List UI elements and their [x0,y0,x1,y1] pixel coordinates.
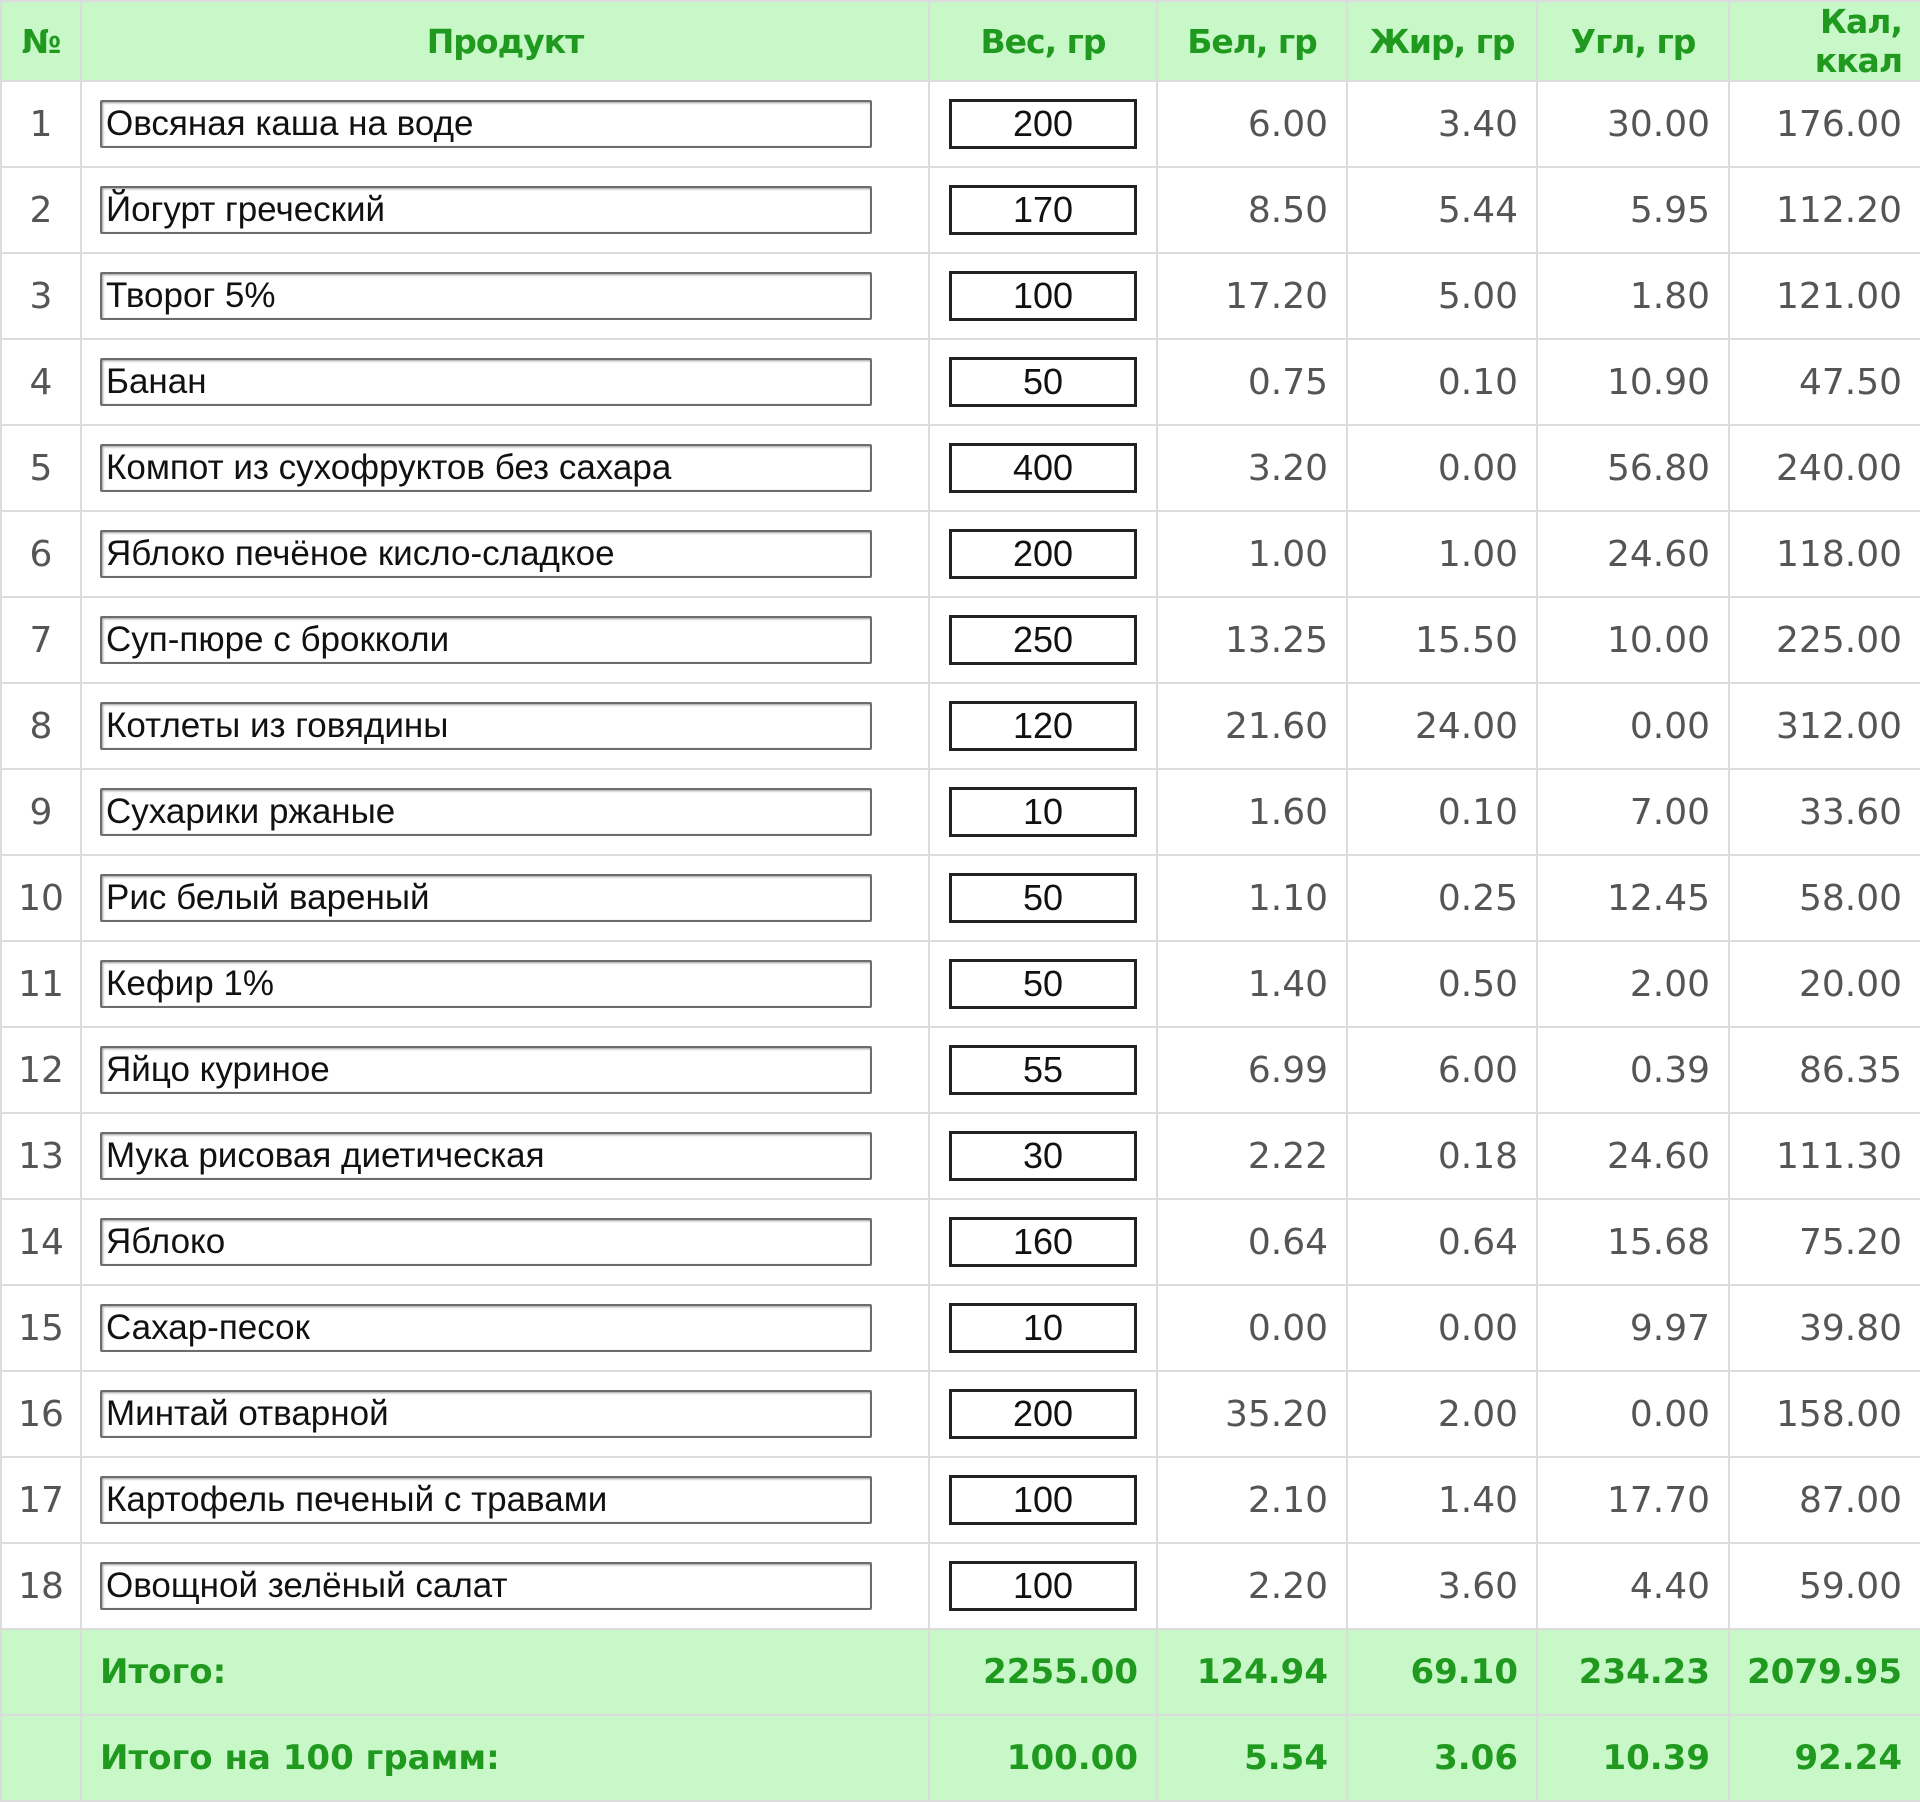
product-cell [81,1113,929,1199]
carbs-value: 9.97 [1537,1285,1729,1371]
calories-value: 87.00 [1729,1457,1920,1543]
protein-value: 1.40 [1157,941,1347,1027]
carbs-value: 7.00 [1537,769,1729,855]
table-header-row [1,1,1920,81]
carbs-value: 0.00 [1537,1371,1729,1457]
weight-input[interactable]: 10 [949,1303,1137,1353]
calories-value: 158.00 [1729,1371,1920,1457]
table-row [1,1371,1920,1457]
weight-input[interactable]: 160 [949,1217,1137,1267]
calories-value: 121.00 [1729,253,1920,339]
row-number: 2 [1,167,81,253]
weight-input[interactable]: 100 [949,271,1137,321]
calories-value: 33.60 [1729,769,1920,855]
fat-value: 5.00 [1347,253,1537,339]
calories-value: 225.00 [1729,597,1920,683]
product-cell [81,81,929,167]
calories-value: 86.35 [1729,1027,1920,1113]
row-number: 13 [1,1113,81,1199]
product-input[interactable]: Овощной зелёный салат [100,1562,872,1610]
totals-calories: 2079.95 [1729,1629,1920,1715]
protein-value: 6.99 [1157,1027,1347,1113]
weight-cell [929,683,1157,769]
fat-value: 0.50 [1347,941,1537,1027]
product-cell [81,253,929,339]
weight-cell [929,1199,1157,1285]
carbs-value: 24.60 [1537,1113,1729,1199]
fat-value: 1.40 [1347,1457,1537,1543]
product-cell [81,425,929,511]
product-cell [81,769,929,855]
product-cell [81,941,929,1027]
weight-cell [929,1371,1157,1457]
product-input[interactable]: Банан [100,358,872,406]
weight-cell [929,855,1157,941]
weight-cell [929,1027,1157,1113]
row-number: 3 [1,253,81,339]
weight-cell [929,1457,1157,1543]
row-number: 4 [1,339,81,425]
table-row [1,855,1920,941]
weight-input[interactable]: 100 [949,1475,1137,1525]
product-input[interactable]: Минтай отварной [100,1390,872,1438]
header-carbs: Угл, гр [1537,1,1729,81]
row-number: 9 [1,769,81,855]
carbs-value: 24.60 [1537,511,1729,597]
weight-cell [929,769,1157,855]
totals-label: Итого: [81,1629,929,1715]
product-input[interactable]: Йогурт греческий [100,186,872,234]
fat-value: 3.40 [1347,81,1537,167]
protein-value: 0.00 [1157,1285,1347,1371]
weight-cell [929,1113,1157,1199]
weight-input[interactable]: 170 [949,185,1137,235]
carbs-value: 0.39 [1537,1027,1729,1113]
fat-value: 0.00 [1347,425,1537,511]
fat-value: 6.00 [1347,1027,1537,1113]
table-row [1,683,1920,769]
protein-value: 3.20 [1157,425,1347,511]
table-row [1,511,1920,597]
fat-value: 0.10 [1347,769,1537,855]
weight-input[interactable]: 10 [949,787,1137,837]
weight-input[interactable]: 55 [949,1045,1137,1095]
product-input[interactable]: Рис белый вареный [100,874,872,922]
row-number: 12 [1,1027,81,1113]
fat-value: 0.00 [1347,1285,1537,1371]
product-cell [81,1457,929,1543]
per100-fat: 3.06 [1347,1715,1537,1801]
table-row [1,1199,1920,1285]
weight-input[interactable]: 50 [949,873,1137,923]
fat-value: 3.60 [1347,1543,1537,1629]
product-cell [81,597,929,683]
weight-cell [929,1285,1157,1371]
fat-value: 0.10 [1347,339,1537,425]
carbs-value: 0.00 [1537,683,1729,769]
calories-value: 240.00 [1729,425,1920,511]
header-calories: Кал, ккал [1729,1,1920,81]
header-weight: Вес, гр [929,1,1157,81]
table-row [1,253,1920,339]
weight-input[interactable]: 100 [949,1561,1137,1611]
totals-row [1,1629,1920,1715]
protein-value: 21.60 [1157,683,1347,769]
weight-cell [929,167,1157,253]
weight-cell [929,425,1157,511]
totals-protein: 124.94 [1157,1629,1347,1715]
product-cell [81,1199,929,1285]
fat-value: 24.00 [1347,683,1537,769]
table-row [1,81,1920,167]
carbs-value: 15.68 [1537,1199,1729,1285]
row-number: 15 [1,1285,81,1371]
row-number: 17 [1,1457,81,1543]
weight-input[interactable]: 30 [949,1131,1137,1181]
table-row [1,1457,1920,1543]
product-cell [81,511,929,597]
product-cell [81,1027,929,1113]
carbs-value: 10.90 [1537,339,1729,425]
weight-input[interactable]: 250 [949,615,1137,665]
table-row [1,1285,1920,1371]
product-input[interactable]: Котлеты из говядины [100,702,872,750]
calories-value: 118.00 [1729,511,1920,597]
row-number: 18 [1,1543,81,1629]
totals-empty-cell [1,1629,81,1715]
calories-value: 111.30 [1729,1113,1920,1199]
weight-cell [929,253,1157,339]
per100-protein: 5.54 [1157,1715,1347,1801]
product-input[interactable]: Овсяная каша на воде [100,100,872,148]
row-number: 8 [1,683,81,769]
product-input[interactable]: Картофель печеный с травами [100,1476,872,1524]
calories-value: 58.00 [1729,855,1920,941]
calories-value: 59.00 [1729,1543,1920,1629]
carbs-value: 2.00 [1537,941,1729,1027]
per100-label: Итого на 100 грамм: [81,1715,929,1801]
carbs-value: 12.45 [1537,855,1729,941]
table-row [1,339,1920,425]
row-number: 14 [1,1199,81,1285]
header-fat: Жир, гр [1347,1,1537,81]
carbs-value: 5.95 [1537,167,1729,253]
fat-value: 5.44 [1347,167,1537,253]
weight-cell [929,941,1157,1027]
fat-value: 0.25 [1347,855,1537,941]
calories-value: 112.20 [1729,167,1920,253]
table-row [1,597,1920,683]
carbs-value: 56.80 [1537,425,1729,511]
protein-value: 1.00 [1157,511,1347,597]
protein-value: 0.64 [1157,1199,1347,1285]
calories-value: 47.50 [1729,339,1920,425]
protein-value: 8.50 [1157,167,1347,253]
product-input[interactable]: Компот из сухофруктов без сахара [100,444,872,492]
row-number: 16 [1,1371,81,1457]
fat-value: 15.50 [1347,597,1537,683]
product-cell [81,1285,929,1371]
protein-value: 35.20 [1157,1371,1347,1457]
protein-value: 1.10 [1157,855,1347,941]
weight-input[interactable]: 200 [949,99,1137,149]
carbs-value: 10.00 [1537,597,1729,683]
product-input[interactable]: Суп-пюре с брокколи [100,616,872,664]
fat-value: 1.00 [1347,511,1537,597]
row-number: 1 [1,81,81,167]
calories-value: 312.00 [1729,683,1920,769]
fat-value: 2.00 [1347,1371,1537,1457]
table-row [1,1027,1920,1113]
per100-carbs: 10.39 [1537,1715,1729,1801]
table-row [1,1113,1920,1199]
row-number: 7 [1,597,81,683]
protein-value: 2.20 [1157,1543,1347,1629]
weight-input[interactable]: 50 [949,357,1137,407]
protein-value: 1.60 [1157,769,1347,855]
per100-empty-cell [1,1715,81,1801]
product-input[interactable]: Сухарики ржаные [100,788,872,836]
table-row [1,941,1920,1027]
carbs-value: 17.70 [1537,1457,1729,1543]
carbs-value: 30.00 [1537,81,1729,167]
fat-value: 0.64 [1347,1199,1537,1285]
calories-value: 20.00 [1729,941,1920,1027]
totals-carbs: 234.23 [1537,1629,1729,1715]
totals-weight: 2255.00 [929,1629,1157,1715]
protein-value: 2.22 [1157,1113,1347,1199]
product-cell [81,683,929,769]
weight-cell [929,339,1157,425]
weight-cell [929,81,1157,167]
product-input[interactable]: Мука рисовая диетическая [100,1132,872,1180]
calories-value: 176.00 [1729,81,1920,167]
table-row [1,167,1920,253]
header-protein: Бел, гр [1157,1,1347,81]
product-cell [81,1543,929,1629]
weight-cell [929,511,1157,597]
product-input[interactable]: Яблоко [100,1218,872,1266]
weight-cell [929,597,1157,683]
product-input[interactable]: Яйцо куриное [100,1046,872,1094]
header-number: № [1,1,81,81]
fat-value: 0.18 [1347,1113,1537,1199]
product-input[interactable]: Творог 5% [100,272,872,320]
product-cell [81,1371,929,1457]
weight-input[interactable]: 200 [949,529,1137,579]
per100-weight: 100.00 [929,1715,1157,1801]
row-number: 11 [1,941,81,1027]
protein-value: 13.25 [1157,597,1347,683]
row-number: 6 [1,511,81,597]
protein-value: 17.20 [1157,253,1347,339]
weight-cell [929,1543,1157,1629]
product-input[interactable]: Яблоко печёное кисло-сладкое [100,530,872,578]
weight-input[interactable]: 200 [949,1389,1137,1439]
table-row [1,769,1920,855]
carbs-value: 1.80 [1537,253,1729,339]
row-number: 5 [1,425,81,511]
table-row [1,1543,1920,1629]
protein-value: 2.10 [1157,1457,1347,1543]
product-cell [81,855,929,941]
calories-value: 39.80 [1729,1285,1920,1371]
product-input[interactable]: Сахар-песок [100,1304,872,1352]
table-row [1,425,1920,511]
protein-value: 0.75 [1157,339,1347,425]
product-input[interactable]: Кефир 1% [100,960,872,1008]
per100-calories: 92.24 [1729,1715,1920,1801]
header-product: Продукт [81,1,929,81]
product-cell [81,167,929,253]
weight-input[interactable]: 400 [949,443,1137,493]
product-cell [81,339,929,425]
calories-value: 75.20 [1729,1199,1920,1285]
row-number: 10 [1,855,81,941]
weight-input[interactable]: 50 [949,959,1137,1009]
weight-input[interactable]: 120 [949,701,1137,751]
protein-value: 6.00 [1157,81,1347,167]
per100-row [1,1715,1920,1801]
totals-fat: 69.10 [1347,1629,1537,1715]
carbs-value: 4.40 [1537,1543,1729,1629]
